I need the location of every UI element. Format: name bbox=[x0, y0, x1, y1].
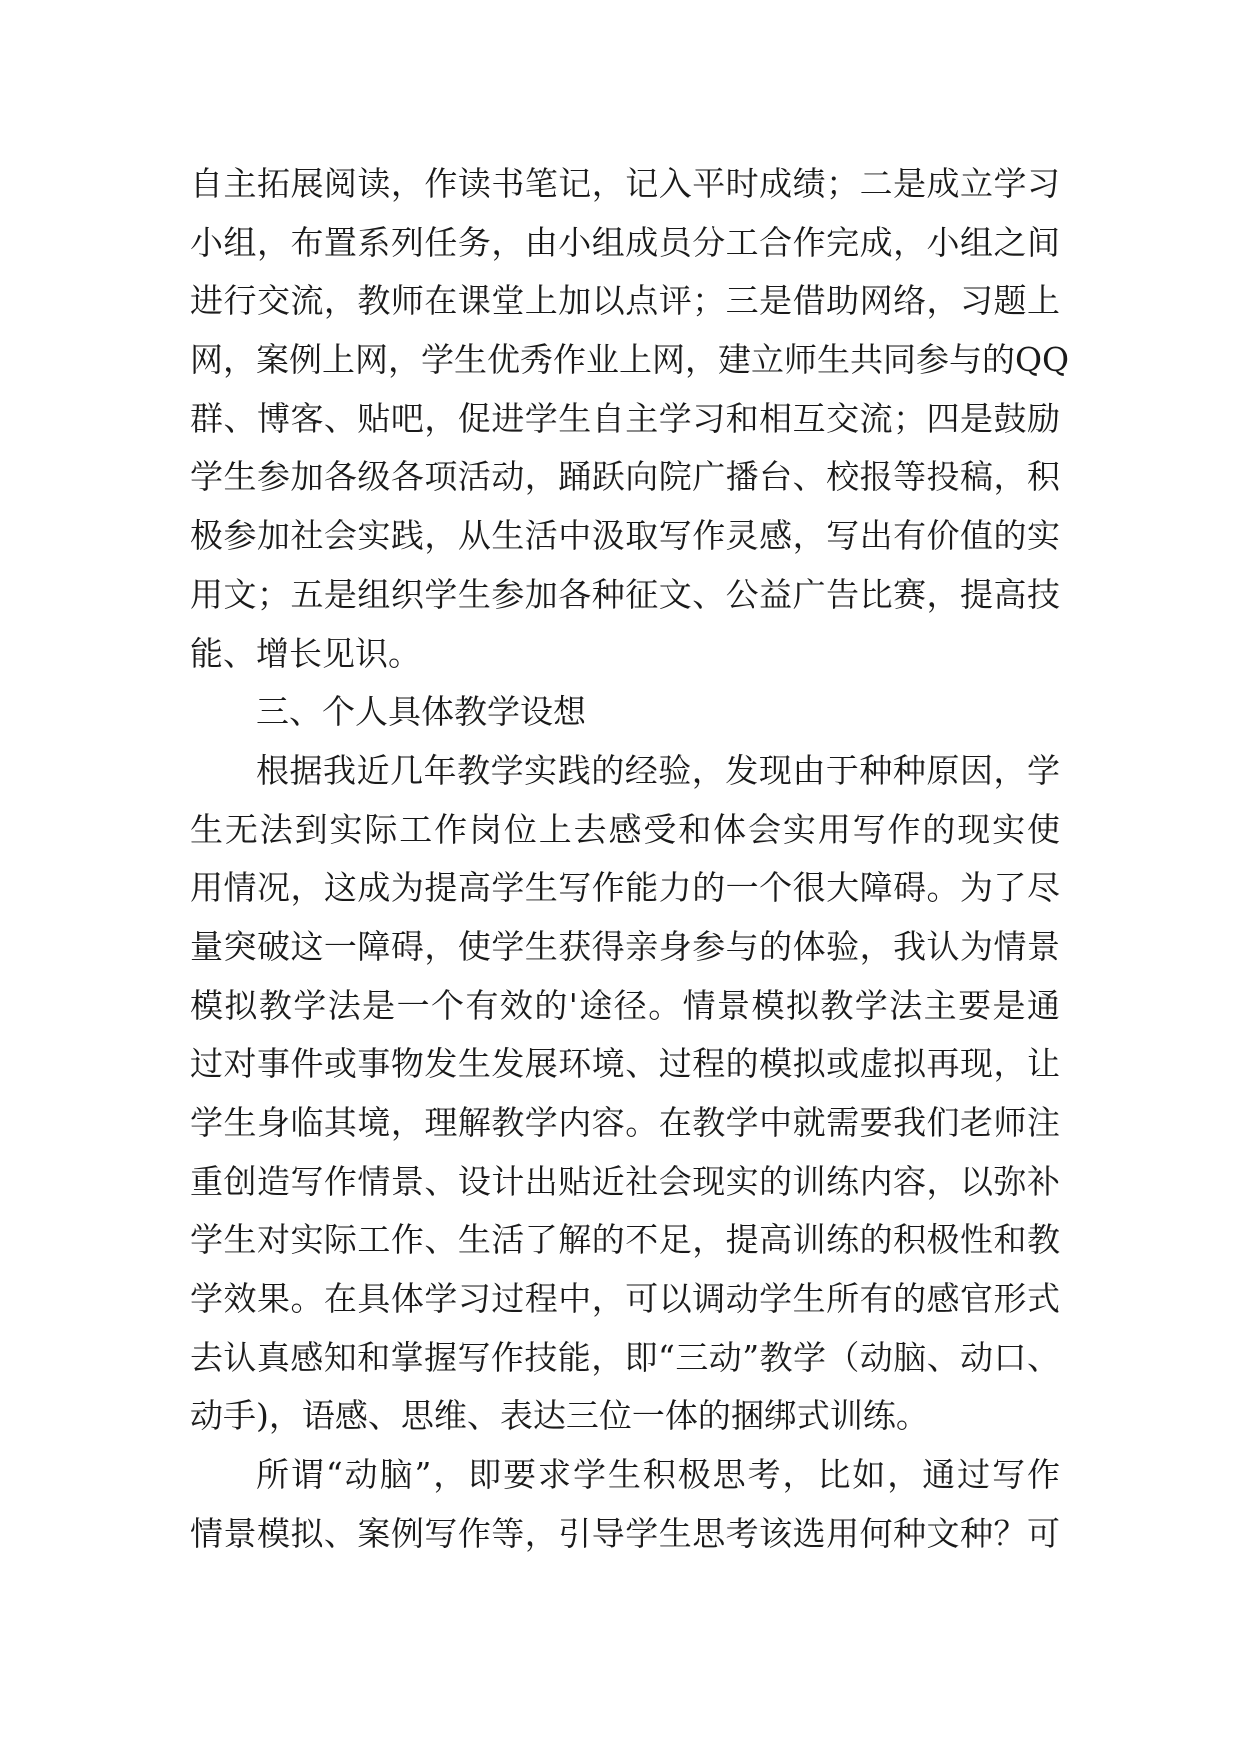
text-line: 过对事件或事物发生发展环境、过程的模拟或虚拟再现，让 bbox=[190, 1044, 1060, 1084]
text-line: 重创造写作情景、设计出贴近社会现实的训练内容，以弥补 bbox=[190, 1161, 1060, 1201]
text-line: 动手)，语感、思维、表达三位一体的捆绑式训练。 bbox=[190, 1396, 929, 1436]
text-line: 群、博客、贴吧，促进学生自主学习和相互交流；四是鼓励 bbox=[190, 398, 1060, 438]
body-text bbox=[190, 155, 1070, 1564]
text-line: 能、增长见识。 bbox=[190, 633, 421, 673]
text-line: 学生对实际工作、生活了解的不足，提高训练的积极性和教 bbox=[190, 1220, 1060, 1260]
text-line: 学生参加各级各项活动，踊跃向院广播台、校报等投稿，积 bbox=[190, 457, 1060, 497]
text-line: 情景模拟、案例写作等，引导学生思考该选用何种文种？可 bbox=[190, 1513, 1060, 1553]
text-line: 生无法到实际工作岗位上去感受和体会实用写作的现实使 bbox=[190, 809, 1060, 849]
text-line: 网，案例上网，学生优秀作业上网，建立师生共同参与的QQ bbox=[190, 340, 1070, 380]
text-line: 去认真感知和掌握写作技能，即“三动”教学（动脑、动口、 bbox=[190, 1337, 1060, 1377]
text-line: 三、个人具体教学设想 bbox=[256, 692, 586, 732]
text-line: 极参加社会实践，从生活中汲取写作灵感，写出有价值的实 bbox=[190, 516, 1060, 556]
text-line: 学生身临其境，理解教学内容。在教学中就需要我们老师注 bbox=[190, 1103, 1060, 1142]
text-line: 进行交流，教师在课堂上加以点评；三是借助网络，习题上 bbox=[190, 281, 1060, 321]
text-line: 小组，布置系列任务，由小组成员分工合作完成，小组之间 bbox=[190, 222, 1060, 262]
text-line: 所谓“动脑”，即要求学生积极思考，比如，通过写作 bbox=[256, 1455, 1060, 1495]
text-line: 用文；五是组织学生参加各种征文、公益广告比赛，提高技 bbox=[190, 574, 1060, 614]
text-line: 量突破这一障碍，使学生获得亲身参与的体验，我认为情景 bbox=[190, 926, 1060, 966]
text-line: 学效果。在具体学习过程中，可以调动学生所有的感官形式 bbox=[190, 1279, 1060, 1319]
text-line: 根据我近几年教学实践的经验，发现由于种种原因，学 bbox=[256, 750, 1060, 790]
text-line: 模拟教学法是一个有效的'途径。情景模拟教学法主要是通 bbox=[190, 985, 1060, 1025]
text-line: 用情况，这成为提高学生写作能力的一个很大障碍。为了尽 bbox=[190, 868, 1060, 908]
text-line: 自主拓展阅读，作读书笔记，记入平时成绩；二是成立学习 bbox=[190, 164, 1060, 203]
